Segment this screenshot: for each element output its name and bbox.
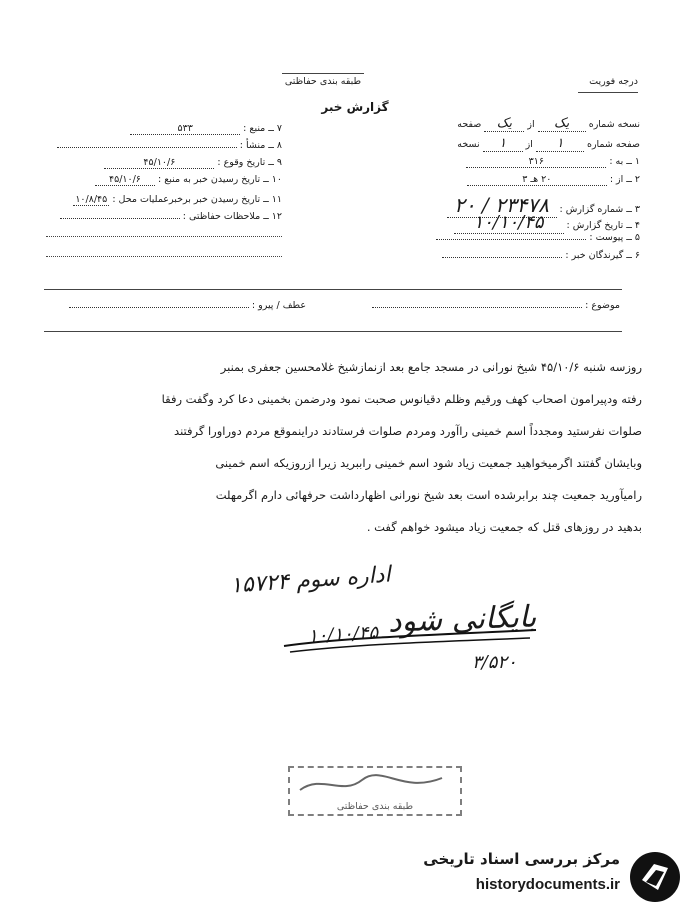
urgency-rule	[578, 92, 638, 93]
field-recipients: ۶ ــ گیرندگان خبر :	[390, 250, 640, 261]
urgency-label: درجه فوریت	[589, 76, 638, 87]
body-line: رفته ودپیرامون اصحاب کهف ورقیم وظلم دقیانوس صحبت نمود ودرضمن بخمینی دعا کرد وگفت رفقا	[161, 392, 642, 406]
field-attachment: ۵ ــ پیوست :	[390, 232, 640, 243]
field-event-date: ۹ ــ تاریخ وقوع : ۴۵/۱۰/۶	[46, 157, 282, 169]
field-security-notes: ۱۲ ــ ملاحظات حفاظتی :	[46, 211, 282, 222]
field-report-date: ۴ ــ تاریخ گزارش : ۱۰/۱۰/۴۵	[390, 212, 640, 234]
handwritten-note: اداره سوم ۱۵۷۲۴	[229, 562, 392, 599]
body-line: صلوات نفرستید ومجدداً اسم خمینی راآورد ومردم صلوات فرستادند دراینموقع مردم دوراورا گرفتند	[174, 424, 642, 438]
separator-top	[44, 289, 622, 290]
archive-number: ۳/۵۲۰	[472, 652, 517, 673]
subject-label: موضوع :	[585, 300, 620, 311]
brand-site: historydocuments.ir	[475, 876, 620, 893]
branding-footer	[382, 846, 682, 908]
field-origin: ۸ ــ منشأ :	[46, 140, 282, 151]
reference-row	[46, 300, 306, 311]
classification-stamp	[288, 766, 462, 816]
blank-line	[46, 256, 282, 257]
field-from: ۲ ــ از : ۲۰ هـ ۳	[390, 174, 640, 186]
subject-row	[320, 300, 620, 311]
blank-line	[46, 236, 282, 237]
page-title: گزارش خبر	[321, 100, 389, 114]
field-source: ۷ ــ منبع : ۵۳۳	[46, 123, 282, 135]
classification-rule	[282, 73, 364, 74]
handwritten-stroke	[280, 626, 540, 656]
brand-logo-icon	[628, 850, 682, 904]
archive-date: ۱۰/۱۰/۴۵	[307, 622, 379, 647]
stamp-caption: طبقه بندی حفاظتی	[336, 801, 414, 812]
field-page-number: صفحه شماره ۱ از ۱ نسخه	[457, 136, 640, 151]
brand-org-name: مرکز بررسی اسناد تاریخی	[423, 850, 620, 868]
stamp-scribble-icon	[292, 772, 458, 798]
archive-note: بایگانی شود	[387, 599, 538, 640]
body-line: وبایشان گفتند اگرمیخواهید جمعیت زیاد شود اسم خمینی راببرید زیرا ازروزیکه اسم خمینی	[215, 456, 642, 470]
field-source-value: ۵۳۳	[130, 123, 240, 135]
body-line: بدهید در روزهای قتل که جمعیت زیاد میشود خواهم گفت .	[366, 520, 642, 534]
field-report-number: ۳ ــ شماره گزارش : ۲۳۴۷۸ / ۲۰	[390, 193, 640, 218]
field-date-received-source: ۱۰ ــ تاریخ رسیدن خبر به منبع : ۴۵/۱۰/۶	[46, 174, 282, 186]
body-line: رامیآورید جمعیت چند برابرشده است بعد شیخ نورانی اظهارداشت حرفهائی دارم اگرمهلت	[215, 488, 642, 502]
body-line: روزسه شنبه ۴۵/۱۰/۶ شیخ نورانی در مسجد جامع بعد ازنمازشیخ غلامحسین جعفری بمنبر	[220, 360, 642, 374]
reference-label: عطف / پیرو :	[251, 300, 306, 311]
separator-bottom	[44, 331, 622, 332]
field-copy-number: نسخه شماره یک از یک صفحه	[457, 116, 640, 131]
field-date-received-ops: ۱۱ ــ تاریخ رسیدن خبر برخبرعملیات محل : ۱۰/۸/۴۵	[46, 194, 282, 206]
field-to: ۱ ــ به : ۳۱۶	[390, 156, 640, 168]
classification-label: طبقه بندی حفاظتی	[284, 76, 362, 87]
